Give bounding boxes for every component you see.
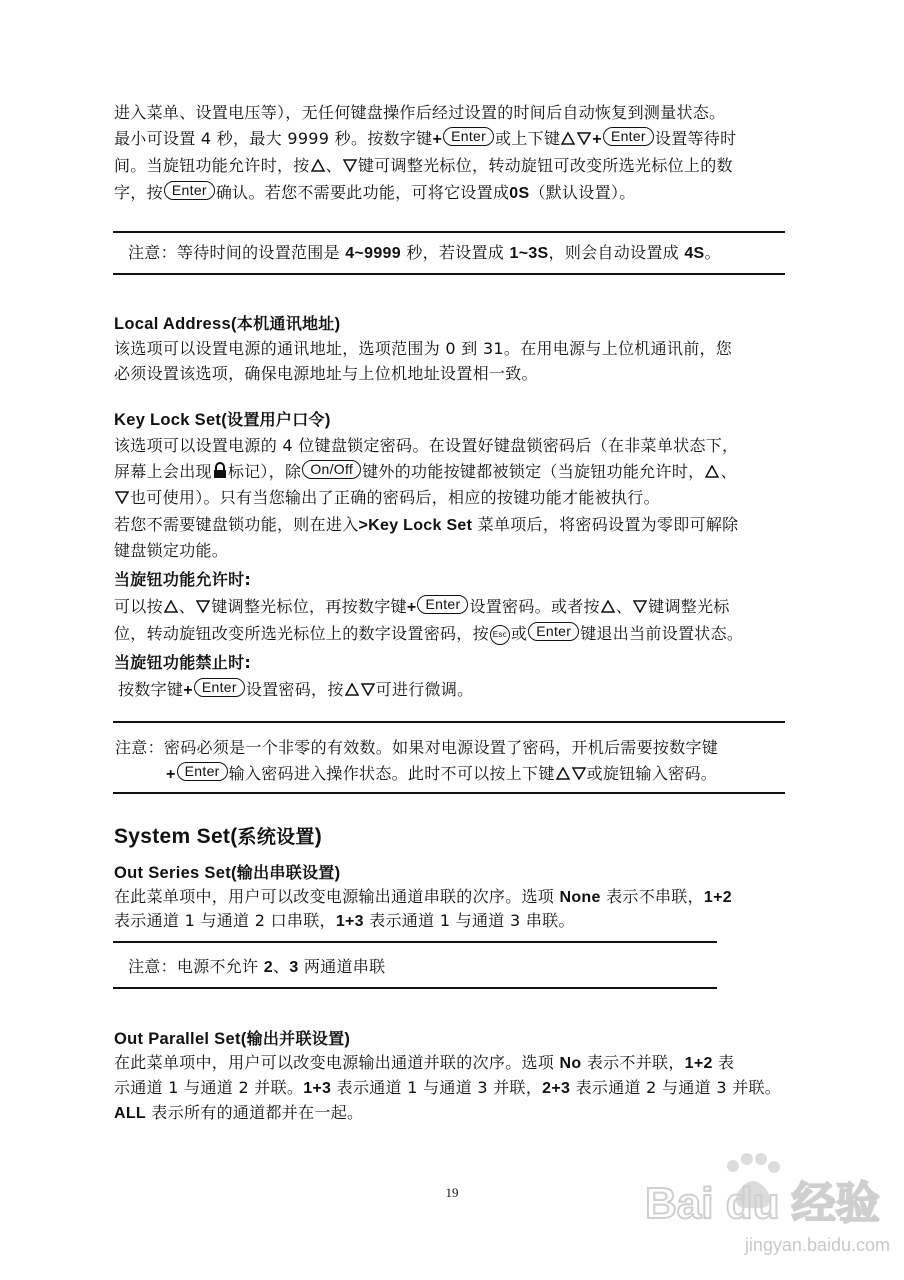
out-parallel-line2: 示通道 1 与通道 2 并联。1+3 表示通道 1 与通道 3 并联，2+3 表示通道 2 与通道 3 并联。 [114, 1078, 782, 1097]
triangle-up-icon [345, 683, 359, 696]
key-lock-line3: 也可使用）。只有当您输出了正确的密码后，相应的按键功能才能被执行。 [114, 485, 804, 511]
triangle-up-icon [561, 132, 575, 145]
out-series-line2: 表示通道 1 与通道 2 口串联，1+3 表示通道 1 与通道 3 串联。 [114, 911, 575, 930]
key-lock-line7: 位，转动旋钮改变所选光标位上的数字设置密码，按 Esc 或 Enter 键退出当前设置状态。 [114, 623, 744, 643]
divider [113, 987, 717, 989]
baidu-jingyan-watermark [640, 1150, 890, 1270]
triangle-up-icon [164, 600, 178, 613]
enter-key-icon: Enter [603, 127, 654, 146]
key-lock-line2: 屏幕上会出现 标记），除 On/Off 键外的功能按键都被锁定（当旋钮功能允许时， 、 [114, 461, 737, 481]
onoff-key-icon: On/Off [302, 460, 361, 479]
enter-key-icon: Enter [164, 181, 215, 200]
divider [113, 792, 785, 794]
divider [113, 273, 785, 275]
key-lock-line4: 若您不需要键盘锁功能，则在进入>Key Lock Set 菜单项后，将密码设置为零即可解除 [114, 515, 739, 534]
note-password-line2: + Enter 输入密码进入操作状态。此时不可以按上下键 或旋钮输入密码。 [166, 763, 718, 783]
out-parallel-line1: 在此菜单项中，用户可以改变电源输出通道并联的次序。选项 No 表示不并联，1+2 表 [114, 1053, 735, 1072]
triangle-up-icon [556, 767, 570, 780]
knob-enabled-heading: 当旋钮功能允许时: [114, 570, 252, 589]
system-set-heading: System Set(系统设置) [114, 825, 323, 848]
key-lock-line8: 按数字键+ Enter 设置密码，按 可进行微调。 [118, 679, 474, 699]
local-address-line2: 必须设置该选项，确保电源地址与上位机地址设置相一致。 [114, 364, 538, 383]
local-address-line1: 该选项可以设置电源的通讯地址，选项范围为 0 到 31。在用电源与上位机通讯前，您 [114, 339, 733, 358]
local-address-heading: Local Address(本机通讯地址) [114, 314, 341, 333]
key-lock-heading: Key Lock Set(设置用户口令) [114, 410, 331, 429]
enter-key-icon: Enter [528, 622, 579, 641]
para1-line3: 间。当旋钮功能允许时，按 、 键可调整光标位，转动旋钮可改变所选光标位上的数 [114, 156, 733, 175]
watermark-url: jingyan.baidu.com [744, 1235, 890, 1255]
triangle-down-icon [196, 600, 210, 613]
triangle-down-icon [343, 159, 357, 172]
note-wait-time: 注意：等待时间的设置范围是 4~9999 秒，若设置成 1~3S，则会自动设置成 4S。 [128, 243, 721, 262]
enter-key-icon: Enter [443, 127, 494, 146]
baidu-logo-icon [640, 1150, 890, 1240]
para1-line1: 进入菜单、设置电压等），无任何键盘操作后经过设置的时间后自动恢复到测量状态。 [114, 103, 726, 122]
page-number: 19 [445, 1185, 459, 1200]
enter-key-icon: Enter [177, 762, 228, 781]
triangle-down-icon [633, 600, 647, 613]
esc-key-icon: Esc [490, 625, 510, 645]
out-parallel-line3: ALL 表示所有的通道都并在一起。 [114, 1103, 364, 1122]
divider [113, 941, 717, 943]
knob-disabled-heading: 当旋钮功能禁止时: [114, 653, 252, 672]
triangle-up-icon [705, 465, 719, 478]
note-series: 注意：电源不允许 2、3 两通道串联 [128, 957, 386, 976]
enter-key-icon: Enter [194, 678, 245, 697]
triangle-down-icon [572, 767, 586, 780]
para1-line4: 字，按 Enter 确认。若您不需要此功能，可将它设置成0S（默认设置）。 [114, 182, 636, 202]
triangle-up-icon [601, 600, 615, 613]
divider [113, 231, 785, 233]
triangle-down-icon [361, 683, 375, 696]
out-parallel-heading: Out Parallel Set(输出并联设置) [114, 1029, 351, 1048]
triangle-up-icon [311, 159, 325, 172]
key-lock-line6: 可以按 、 键调整光标位，再按数字键+ Enter 设置密码。或者按 、 键调整光标 [114, 596, 730, 616]
watermark-logo-text: Bai du 经验 [645, 1179, 880, 1228]
triangle-down-icon [577, 132, 591, 145]
out-series-heading: Out Series Set(输出串联设置) [114, 863, 341, 882]
para1-line2: 最小可设置 4 秒，最大 9999 秒。按数字键+ Enter 或上下键 + Enter 设置等待时 [114, 128, 737, 148]
lock-icon [213, 462, 227, 478]
note-password-line1: 注意：密码必须是一个非零的有效数。如果对电源设置了密码，开机后需要按数字键 [115, 738, 719, 757]
key-lock-line1: 该选项可以设置电源的 4 位键盘锁定密码。在设置好键盘锁密码后（在非菜单状态下， [114, 436, 739, 455]
divider [113, 721, 785, 723]
key-lock-line5: 键盘锁定功能。 [114, 541, 229, 560]
enter-key-icon: Enter [417, 595, 468, 614]
out-series-line1: 在此菜单项中，用户可以改变电源输出通道串联的次序。选项 None 表示不串联，1+2 [114, 887, 732, 906]
triangle-down-icon [115, 491, 129, 504]
